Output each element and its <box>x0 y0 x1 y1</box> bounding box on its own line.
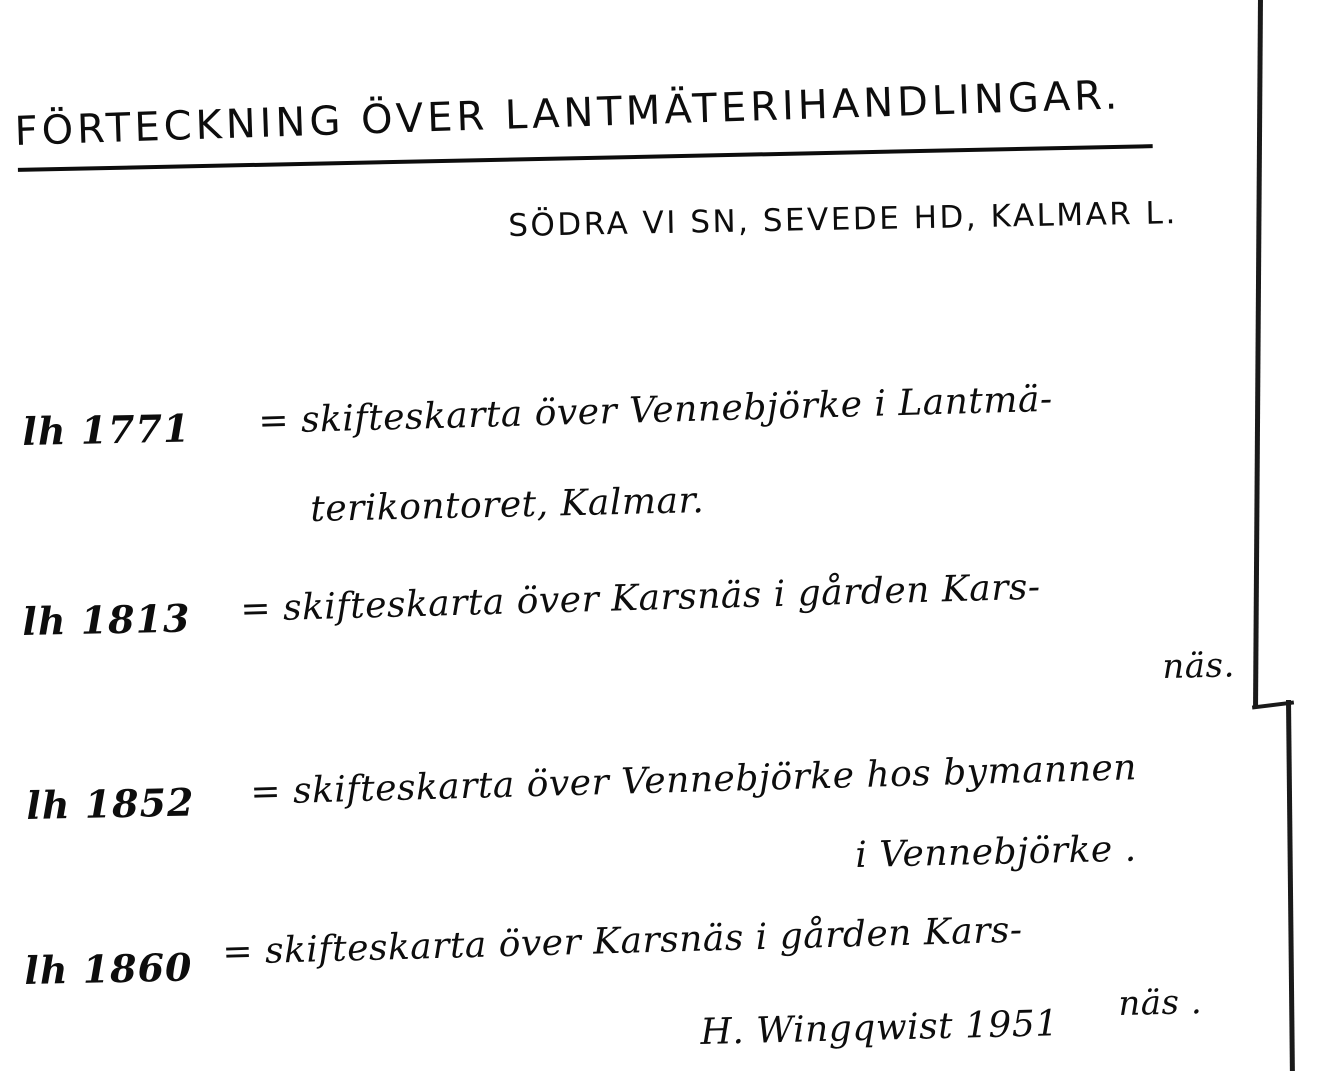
entry-text: = skifteskarta över Vennebjörke hos bymannen <box>249 747 1138 813</box>
page-edge-line-right-upper <box>1253 0 1263 708</box>
entry-text: = skifteskarta över Vennebjörke i Lantmä- <box>257 378 1054 442</box>
entry-label: lh 1852 <box>25 779 195 828</box>
document-subtitle: SÖDRA VI SN, SEVEDE HD, KALMAR L. <box>507 195 1179 244</box>
entry-text: = skifteskarta över Karsnäs i gården Kars- <box>221 909 1024 973</box>
entry-label: lh 1771 <box>21 405 191 454</box>
entry-continuation: näs . <box>1117 982 1203 1024</box>
signature: H. Wingqwist 1951 <box>699 1003 1060 1053</box>
document-title: FÖRTECKNING ÖVER LANTMÄTERIHANDLINGAR. <box>13 72 1122 155</box>
page-edge-line-right-lower <box>1286 700 1295 1071</box>
entry-continuation: i Vennebjörke . <box>854 828 1138 876</box>
entry-label: lh 1813 <box>21 595 191 644</box>
entry-continuation: terikontoret, Kalmar. <box>309 480 705 530</box>
document-title-block <box>13 72 1122 155</box>
entry-label: lh 1860 <box>23 944 193 993</box>
entry-text: = skifteskarta över Karsnäs i gården Kars- <box>239 566 1042 630</box>
entry-continuation: näs. <box>1161 645 1236 687</box>
